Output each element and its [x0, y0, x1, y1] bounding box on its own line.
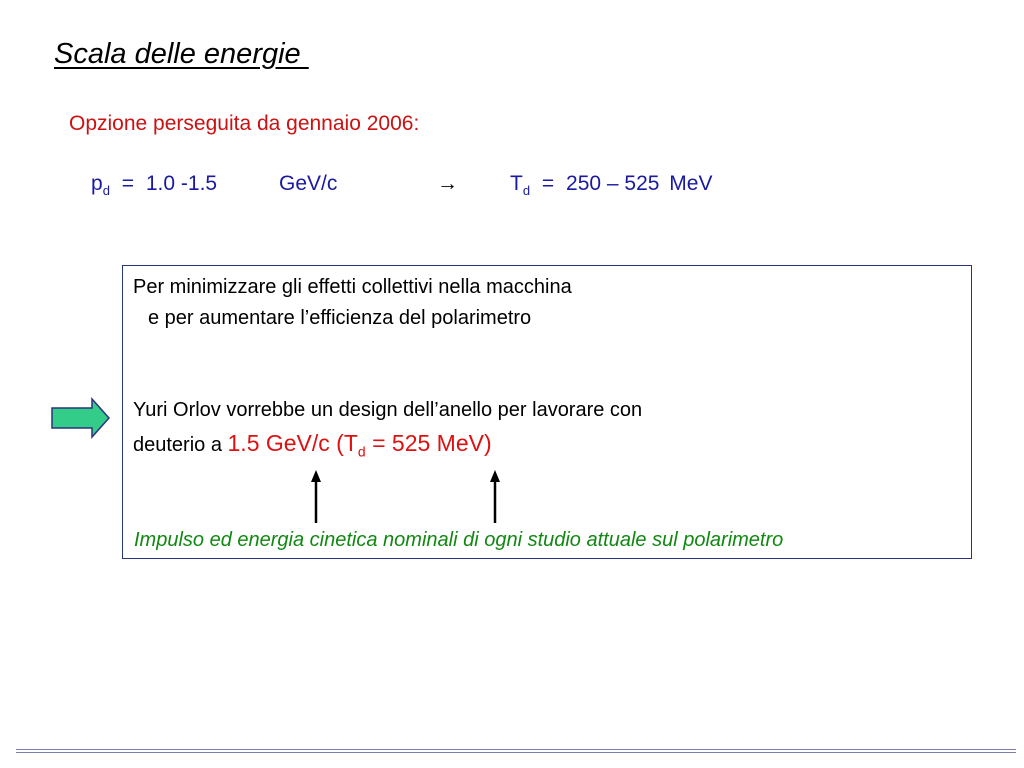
block-arrow-icon — [50, 397, 112, 439]
momentum-unit: GeV/c — [279, 172, 338, 195]
line4-prefix: deuterio a — [133, 434, 228, 456]
energy-range: 250 – 525 — [566, 172, 660, 195]
kinetic-energy-formula — [510, 172, 712, 198]
box-line-4 — [133, 430, 492, 460]
box-line-3: Yuri Orlov vorrebbe un design dell’anello per lavorare con — [133, 399, 643, 421]
t-subscript: d — [522, 183, 531, 199]
momentum-range: 1.0 -1.5 — [145, 172, 218, 195]
t-symbol: T — [510, 172, 523, 195]
p-symbol: p — [91, 172, 103, 195]
box-line-1: Per minimizzare gli effetti collettivi nella macchina — [133, 276, 572, 298]
up-arrow-icon — [309, 470, 323, 524]
box-line-2: e per aumentare l’efficienza del polarimetro — [148, 307, 532, 329]
subtitle: Opzione perseguita da gennaio 2006: — [69, 112, 420, 135]
nominal-note: Impulso ed energia cinetica nominali di ogni studio attuale sul polarimetro — [134, 529, 784, 551]
footer-rule — [16, 752, 1016, 753]
footer-rule — [16, 749, 1016, 750]
energy-unit: MeV — [669, 172, 713, 195]
highlight-subscript: d — [357, 443, 366, 460]
equals-sign: = — [121, 172, 135, 195]
equals-sign: = — [541, 172, 555, 195]
page-title: Scala delle energie — [54, 38, 309, 70]
right-arrow-icon: → — [437, 172, 458, 195]
momentum-formula — [91, 172, 217, 198]
up-arrow-icon — [488, 470, 502, 524]
info-box — [122, 265, 972, 559]
p-subscript: d — [102, 183, 110, 199]
highlight-value: 1.5 GeV/c ($T_d = 525$ MeV) — [227, 430, 492, 460]
